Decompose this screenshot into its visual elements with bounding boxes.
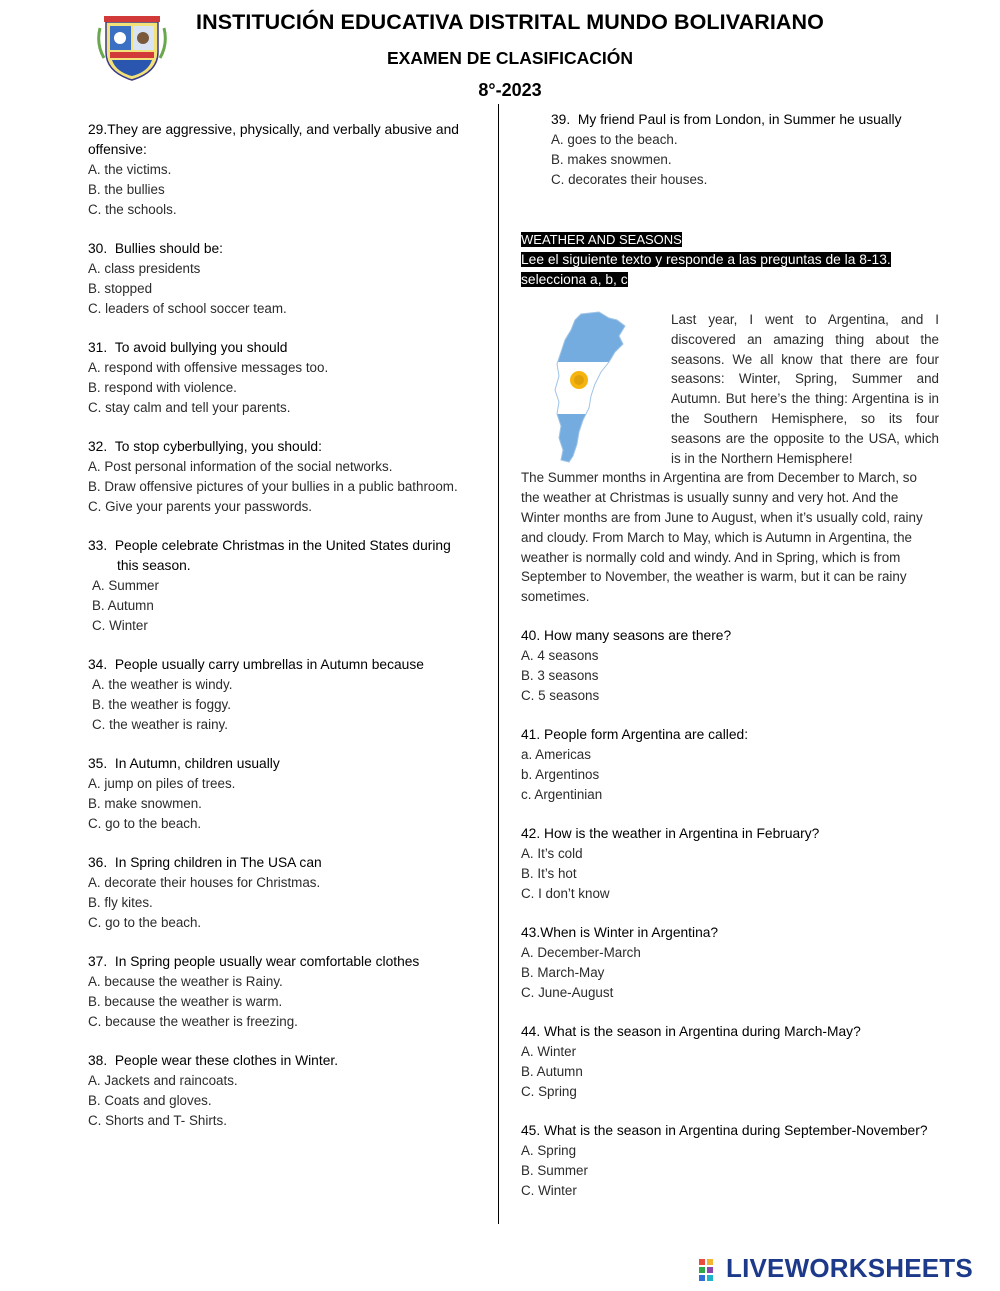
option[interactable]: c. Argentinian [521,786,603,802]
question-40 [521,626,939,706]
question-30 [88,239,476,319]
option[interactable]: a. Americas [521,746,591,762]
option[interactable]: B. Draw offensive pictures of your bullies in a public bathroom. [88,479,458,494]
question-44 [521,1022,939,1102]
question-text: To avoid bullying you should [114,340,288,355]
option[interactable]: A. decorate their houses for Christmas. [88,875,321,890]
right-column [521,110,939,1201]
option[interactable]: B. Autumn [92,598,154,613]
question-number: 43. [521,924,541,940]
question-number: 45. [521,1122,541,1138]
question-number: 32. [88,439,108,454]
question-number: 36. [88,855,108,870]
option[interactable]: B. stopped [88,281,153,296]
question-number: 42. [521,825,541,841]
option[interactable]: B. It’s hot [521,865,577,881]
question-37 [88,952,476,1032]
option[interactable]: A. Jackets and raincoats. [88,1073,238,1088]
option[interactable]: C. go to the beach. [88,816,202,831]
reading-paragraph-intro: Last year, I went to Argentina, and I discovered an amazing thing about the seasons. We all know that there are four seasons: Winter, Spring, Summer and Autumn. But here’s the thing: Argentina is in the Southern Hemisphere, so its four seasons are the opposite to the USA, which is in the Northern Hemisphere! [671,312,939,466]
question-text: In Spring people usually wear comfortable clothes [114,954,420,969]
option[interactable]: A. jump on piles of trees. [88,776,236,791]
option[interactable]: A. the weather is windy. [92,677,233,692]
option[interactable]: B. because the weather is warm. [88,994,283,1009]
section-instruction: Lee el siguiente texto y responde a las preguntas de la 8-13. [521,252,891,267]
liveworksheets-brand: LIVEWORKSHEETS [726,1253,973,1283]
question-number: 39. [551,112,571,127]
option[interactable]: A. Summer [92,578,159,593]
option[interactable]: B. Coats and gloves. [88,1093,212,1108]
question-43 [521,923,939,1003]
question-number: 31. [88,340,108,355]
exam-title: EXAMEN DE CLASIFICACIÓN [387,48,633,68]
question-38 [88,1051,476,1131]
question-number: 34. [88,657,108,672]
question-39 [521,110,939,190]
option[interactable]: C. June-August [521,984,614,1000]
question-number: 35. [88,756,108,771]
question-35 [88,754,476,834]
option[interactable]: B. Autumn [521,1063,583,1079]
option[interactable]: C. Winter [92,618,148,633]
option[interactable]: A. December-March [521,944,641,960]
school-crest-logo [96,14,168,84]
question-text: People wear these clothes in Winter. [114,1053,339,1068]
option[interactable]: B. make snowmen. [88,796,202,811]
question-45 [521,1121,939,1201]
option[interactable]: A. Post personal information of the social networks. [88,459,393,474]
reading-passage [521,310,939,607]
question-32 [88,437,476,517]
option[interactable]: B. fly kites. [88,895,153,910]
option[interactable]: A. 4 seasons [521,647,599,663]
option[interactable]: A. class presidents [88,261,201,276]
option[interactable]: b. Argentinos [521,766,600,782]
option[interactable]: C. Spring [521,1083,577,1099]
question-number: 33. [88,538,108,553]
question-41 [521,725,939,805]
option[interactable]: B. the weather is foggy. [92,697,231,712]
question-text: How is the weather in Argentina in February? [544,825,820,841]
question-text: People usually carry umbrellas in Autumn because [114,657,424,672]
question-number: 38. [88,1053,108,1068]
institution-title: INSTITUCIÓN EDUCATIVA DISTRITAL MUNDO BOLIVARIANO [196,10,824,34]
option[interactable]: A. It’s cold [521,845,583,861]
section-title: WEATHER AND SEASONS [521,232,682,247]
option[interactable]: C. stay calm and tell your parents. [88,400,291,415]
option[interactable]: A. the victims. [88,162,172,177]
question-text: How many seasons are there? [544,627,732,643]
question-36 [88,853,476,933]
question-number: 29. [88,122,108,137]
question-text: They are aggressive, physically, and verbally abusive and offensive: [88,122,459,157]
option[interactable]: B. Summer [521,1162,588,1178]
question-text: To stop cyberbullying, you should: [114,439,322,454]
option[interactable]: C. Winter [521,1182,577,1198]
option[interactable]: C. the weather is rainy. [92,717,228,732]
question-number: 44. [521,1023,541,1039]
question-text: What is the season in Argentina during March-May? [544,1023,861,1039]
question-42 [521,824,939,904]
argentina-flag-map-image [521,310,671,466]
question-number: 41. [521,726,541,742]
question-33 [88,536,476,636]
option[interactable]: A. Spring [521,1142,577,1158]
option[interactable]: B. 3 seasons [521,667,599,683]
option[interactable]: A. goes to the beach. [551,132,678,147]
question-text: When is Winter in Argentina? [540,924,719,940]
column-divider [498,104,499,1224]
option[interactable]: C. Give your parents your passwords. [88,499,313,514]
question-31 [88,338,476,418]
question-text: My friend Paul is from London, in Summer he usually [577,112,902,127]
option[interactable]: C. leaders of school soccer team. [88,301,287,316]
question-text: People form Argentina are called: [544,726,749,742]
option[interactable]: B. makes snowmen. [551,152,672,167]
option[interactable]: C. 5 seasons [521,687,600,703]
option[interactable]: A. Winter [521,1043,577,1059]
section-instruction-options: selecciona a, b, c [521,272,628,287]
option[interactable]: C. decorates their houses. [551,172,708,187]
question-34 [88,655,476,735]
question-number: 40. [521,627,541,643]
grade-year: 8°-2023 [478,80,542,100]
option[interactable]: C. I don’t know [521,885,610,901]
option[interactable]: C. go to the beach. [88,915,202,930]
question-text: People celebrate Christmas in the United States during this season. [114,538,451,573]
question-text: Bullies should be: [114,241,224,256]
question-number: 30. [88,241,108,256]
question-29 [88,120,476,220]
option[interactable]: A. respond with offensive messages too. [88,360,329,375]
question-text: What is the season in Argentina during September-November? [544,1122,928,1138]
section-header [521,230,939,290]
option[interactable]: C. Shorts and T- Shirts. [88,1113,227,1128]
reading-paragraph-seasons: The Summer months in Argentina are from December to March, so the weather at Christmas is usually sunny and very hot. And the Winter months are from June to August, when it’s usually cold, rainy and cloudy. From March to May, which is Autumn in Argentina, the weather is normally cold and windy. And in Spring, which is from September to November, the weather is warm, but it can be rainy sometimes. [521,470,923,605]
question-text: In Autumn, children usually [114,756,280,771]
question-text: In Spring children in The USA can [114,855,322,870]
question-number: 37. [88,954,108,969]
option[interactable]: C. because the weather is freezing. [88,1014,298,1029]
option[interactable]: B. respond with violence. [88,380,237,395]
option[interactable]: B. the bullies [88,182,165,197]
option[interactable]: B. March-May [521,964,605,980]
option[interactable]: A. because the weather is Rainy. [88,974,283,989]
option[interactable]: C. the schools. [88,202,177,217]
left-column [88,120,476,1131]
